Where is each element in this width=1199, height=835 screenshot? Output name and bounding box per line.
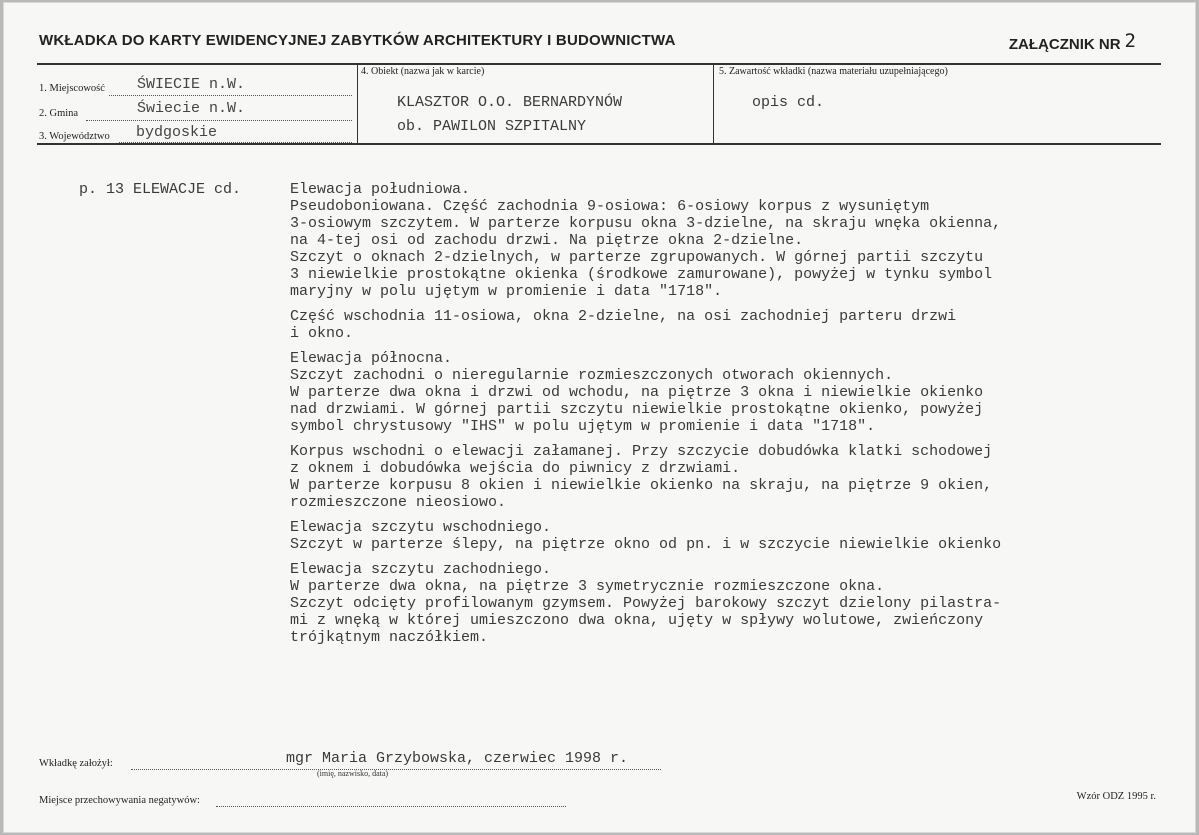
description-line: nad drzwiami. W górnej partii szczytu niewielkie prostokątne okienko, powyżej — [290, 401, 984, 418]
description-paragraph — [290, 308, 1001, 342]
description-line: symbol chrystusowy "IHS" w polu ujętym w promienie i data "1718". — [290, 418, 876, 435]
divider-left — [357, 63, 358, 144]
description-paragraph — [290, 561, 1001, 646]
description-line: rozmieszczone nieosiowo. — [290, 494, 507, 511]
description-body — [290, 181, 1001, 646]
description-line: Elewacja północna. — [290, 350, 453, 367]
description-line: maryjny w polu ujętym w promienie i data "1718". — [290, 283, 723, 300]
section-reference: p. 13 ELEWACJE cd. — [79, 181, 242, 198]
contents-value[interactable]: opis cd. — [752, 94, 825, 111]
object-label: 4. Obiekt (nazwa jak w karcie) — [361, 66, 485, 77]
description-line: Elewacja szczytu wschodniego. — [290, 519, 552, 536]
description-line: W parterze dwa okna i drzwi od wchodu, na piętrze 3 okna i niewielkie okienko — [290, 384, 984, 401]
form-reference: Wzór ODZ 1995 r. — [1076, 791, 1156, 802]
gmina-value[interactable]: Świecie n.W. — [137, 100, 246, 117]
description-paragraph — [290, 519, 1001, 553]
negatives-dotted-line — [216, 806, 566, 807]
object-line-2[interactable]: ob. PAWILON SZPITALNY — [397, 118, 587, 135]
author-hint: (imię, nazwisko, data) — [317, 769, 389, 778]
description-line: Szczyt o oknach 2-dzielnych, w parterze zgrupowanych. W górnej partii szczytu — [290, 249, 984, 266]
gmina-label: 2. Gmina — [39, 108, 79, 119]
description-line: W parterze korpusu 8 okien i niewielkie okienko na skraju, na piętrze 9 okien, — [290, 477, 993, 494]
annex-label-text: ZAŁĄCZNIK NR — [1008, 36, 1121, 53]
description-paragraph — [290, 181, 1001, 300]
description-line: Pseudoboniowana. Część zachodnia 9-osiowa: 6-osiowy korpus z wysuniętym — [290, 198, 930, 215]
mid-rule — [37, 143, 1161, 145]
description-line: 3-osiowym szczytem. W parterze korpusu okna 3-dzielne, na skraju wnęka okienna, — [290, 215, 1002, 232]
description-line: mi z wnęką w której umieszczono dwa okna, ujęty w spływy wolutowe, zwieńczony — [290, 612, 984, 629]
miejscowosc-dotted-line — [109, 95, 352, 96]
negatives-label: Miejsce przechowywania negatywów: — [39, 795, 200, 806]
contents-label: 5. Zawartość wkładki (nazwa materiału uzupełniającego) — [719, 66, 948, 77]
description-line: na 4-tej osi od zachodu drzwi. Na piętrze okna 2-dzielne. — [290, 232, 804, 249]
document-sheet — [3, 2, 1196, 833]
wojewodztwo-dotted-line — [119, 142, 352, 143]
top-rule — [37, 63, 1161, 65]
description-paragraph — [290, 443, 1001, 511]
description-line: Korpus wschodni o elewacji załamanej. Przy szczycie dobudówka klatki schodowej — [290, 443, 993, 460]
description-line: i okno. — [290, 325, 354, 342]
document-title: WKŁADKA DO KARTY EWIDENCYJNEJ ZABYTKÓW ARCHITEKTURY I BUDOWNICTWA — [39, 32, 676, 49]
description-line: Szczyt odcięty profilowanym gzymsem. Powyżej barokowy szczyt dzielony pilastra- — [290, 595, 1002, 612]
description-line: Elewacja szczytu zachodniego. — [290, 561, 552, 578]
description-line: Szczyt w parterze ślepy, na piętrze okno od pn. i w szczycie niewielkie okienko — [290, 536, 1002, 553]
description-line: Część wschodnia 11-osiowa, okna 2-dzielne, na osi zachodniej parteru drzwi — [290, 308, 957, 325]
description-line: trójkątnym naczółkiem. — [290, 629, 489, 646]
annex-label — [1009, 32, 1136, 54]
author-value[interactable]: mgr Maria Grzybowska, czerwiec 1998 r. — [286, 750, 629, 767]
annex-number: 2 — [1124, 30, 1136, 52]
gmina-dotted-line — [86, 120, 352, 121]
description-line: Elewacja południowa. — [290, 181, 471, 198]
author-dotted-line — [131, 769, 661, 770]
description-line: W parterze dwa okna, na piętrze 3 symetrycznie rozmieszczone okna. — [290, 578, 885, 595]
wojewodztwo-value[interactable]: bydgoskie — [136, 124, 218, 141]
miejscowosc-label: 1. Miejscowość — [39, 83, 105, 94]
description-line: z oknem i dobudówka wejścia do piwnicy z drzwiami. — [290, 460, 741, 477]
wojewodztwo-label: 3. Województwo — [39, 131, 110, 142]
description-line: Szczyt zachodni o nieregularnie rozmieszczonych otworach okiennych. — [290, 367, 894, 384]
description-paragraph — [290, 350, 1001, 435]
description-line: 3 niewielkie prostokątne okienka (środkowe zamurowane), powyżej w tynku symbol — [290, 266, 993, 283]
author-label: Wkładkę założył: — [39, 758, 113, 769]
miejscowosc-value[interactable]: ŚWIECIE n.W. — [137, 76, 246, 93]
divider-right — [713, 63, 714, 144]
object-line-1[interactable]: KLASZTOR O.O. BERNARDYNÓW — [397, 94, 623, 111]
